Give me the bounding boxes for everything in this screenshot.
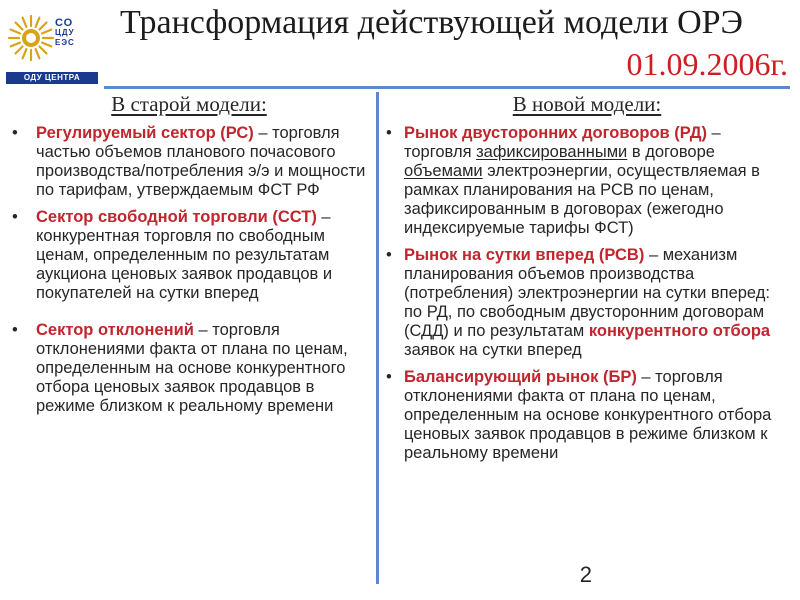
old-model-column <box>8 90 370 424</box>
logo-line-2: ЦДУ <box>55 28 75 37</box>
underlined-text: объемами <box>404 162 483 180</box>
bullet-icon: • <box>12 321 18 339</box>
sun-emblem-icon <box>6 6 56 70</box>
term-label: Рынок двусторонних договоров (РД) <box>404 124 707 142</box>
list-item <box>382 246 792 360</box>
new-model-list <box>382 124 792 463</box>
bullet-icon: • <box>12 208 18 226</box>
old-model-heading: В старой модели: <box>111 92 267 116</box>
logo-line-3: ЕЭС <box>55 38 75 47</box>
term-label: Регулируемый сектор (РС) <box>36 124 254 142</box>
old-model-list <box>8 124 370 416</box>
term-label: Сектор отклонений <box>36 321 194 339</box>
item-text: заявок на сутки вперед <box>404 341 582 359</box>
page-number: 2 <box>579 562 592 587</box>
logo-letters <box>55 18 93 48</box>
list-item <box>8 321 370 416</box>
new-model-heading: В новой модели: <box>512 92 662 116</box>
item-text: – торговля частью объемов планового почасового производства/потребления э/э и мощности по тарифам, утверждаемым ФСТ РФ <box>36 124 366 199</box>
date-label: 01.09.2006г. <box>626 46 788 82</box>
list-item <box>382 124 792 238</box>
logo <box>6 6 98 84</box>
item-text: – торговля отклонениями факта от плана по ценам, определенным на основе конкурентного отбора ценовых заявок продавцов в режиме близком к реальному времени <box>404 368 772 462</box>
term-label: Балансирующий рынок (БР) <box>404 368 637 386</box>
item-text: – торговля отклонениями факта от плана по ценам, определенным на основе конкурентного отбора ценовых заявок продавцов в режиме близком к реальному времени <box>36 321 348 415</box>
bullet-icon: • <box>386 124 392 142</box>
underlined-text: зафиксированными <box>476 143 628 161</box>
term-label: конкурентного отбора <box>588 322 771 340</box>
bullet-icon: • <box>386 246 392 264</box>
list-item <box>8 208 370 303</box>
column-divider <box>376 92 379 584</box>
list-item <box>382 368 792 463</box>
bullet-icon: • <box>12 124 18 142</box>
term-label: Сектор свободной торговли (ССТ) <box>36 208 317 226</box>
logo-line-1: СО <box>55 17 74 29</box>
new-model-column <box>382 90 792 471</box>
item-text: – механизм планирования объемов производства (потребления) электроэнергии на сутки вперед: по РД, по свободным двусторонним договорам (СДД) и по результатам <box>404 246 770 340</box>
term-label: Рынок на сутки вперед (РСВ) <box>404 246 645 264</box>
item-text: в договоре <box>627 143 715 161</box>
item-text: – торговля <box>404 124 721 161</box>
item-text: – конкурентная торговля по свободным ценам, определенным по результатам аукциона ценовых заявок продавцов и покупателей на сутки вперед <box>36 208 333 302</box>
bullet-icon: • <box>386 368 392 386</box>
header-divider <box>104 86 790 89</box>
logo-band: ОДУ ЦЕНТРА <box>6 72 98 84</box>
list-item <box>8 124 370 200</box>
page-title: Трансформация действующей модели ОРЭ <box>120 4 743 41</box>
item-text: электроэнергии, осуществляемая в рамках планирования на РСВ по ценам, зафиксированным в договорах (ежегодно индексируемые тарифы ФСТ) <box>404 162 760 237</box>
